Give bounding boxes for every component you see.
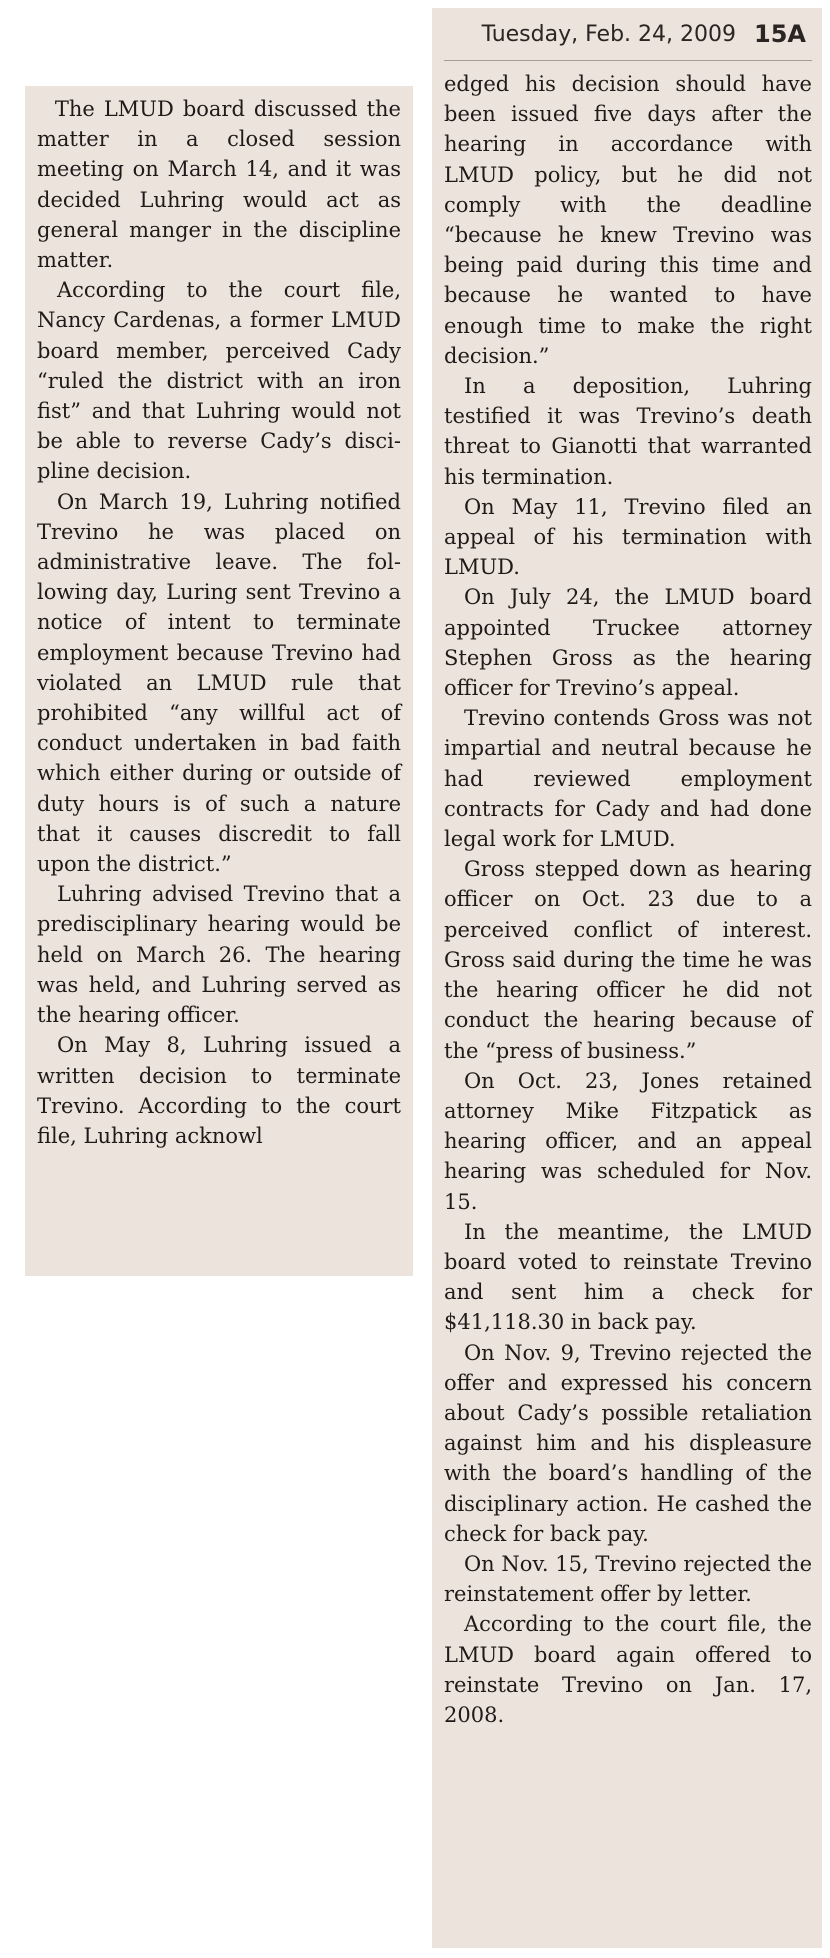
paragraph-written-decision: On May 8, Luhring issued a written decision to terminate Trevino. According to the court file, Luhring acknowl [37,1033,401,1148]
page-number: 15A [754,20,806,48]
publication-date: Tuesday, Feb. 24, 2009 [481,21,737,47]
paragraph-fitzpatick: On Oct. 23, Jones retained attorney Mike Fitzpatick as hearing officer, and an appeal hearing was scheduled for Nov. 15. [444,1068,812,1214]
paragraph-predisciplinary-hearing: Luhring advised Trevino that a predisciplinary hearing would be held on March 26. The hearing was held, and Luhring served as the hearing officer. [37,882,401,1028]
paragraph-second-offer: According to the court file, the LMUD board again offered to reinstate Trevino on Jan. 17, 2008. [444,1612,812,1727]
paragraph-letter-rejection: On Nov. 15, Trevino rejected the reinstatement offer by letter. [444,1551,812,1607]
paragraph-administrative-leave: On March 19, Luhring notified Trevino he was placed on administrative leave. The following day, Luring sent Trevino a notice of intent to terminate employment because Trevino had violated an LMUD rule that prohibited “any willful act of conduct undertaken in bad faith which either during or outside of duty hours is of such a nature that it causes discredit to fall upon the district.” [37,489,401,877]
paragraph-cardenas: According to the court file, Nancy Cardenas, a former LMUD board member, perceived Cady “ruled the district with an iron fist” and that Luhring would not be able to reverse Cady’s discipline decision. [37,278,401,484]
paragraph-gross-steps-down: Gross stepped down as hearing officer on Oct. 23 due to a perceived conflict of interest. Gross said during the time he was the hearing officer he did not conduct the hearing because of the “press of business.” [444,857,812,1063]
article-column-right [432,8,822,1948]
paragraph-continued-decision: edged his decision should have been issued five days after the hearing in accordance with LMUD policy, but he did not comply with the deadline “because he knew Trevino was being paid during this time and because he wanted to have enough time to make the right decision.” [444,72,812,368]
page-header [444,8,812,60]
paragraph-gross-appointed: On July 24, the LMUD board appointed Truckee attorney Stephen Gross as the hearing officer for Trevino’s appeal. [444,585,812,701]
paragraph-closed-session: The LMUD board discussed the matter in a closed session meeting on March 14, and it was decided Luhring would act as general manger in the discipline matter. [37,97,401,273]
article-column-left [25,86,413,1276]
paragraph-appeal-filed: On May 11, Trevino filed an appeal of his termination with LMUD. [444,494,812,580]
paragraph-deposition: In a deposition, Luhring testified it was Trevino’s death threat to Gianotti that warranted his termination. [444,374,812,489]
paragraph-impartiality: Trevino contends Gross was not impartial and neutral because he had reviewed employment contracts for Cady and had done legal work for LMUD. [444,706,812,852]
header-divider [444,60,812,61]
paragraph-offer-rejected: On Nov. 9, Trevino rejected the offer and expressed his concern about Cady’s possible retaliation against him and his displeasure with the board’s handling of the disciplinary action. He cashed the check for back pay. [444,1340,812,1546]
paragraph-reinstatement-vote: In the meantime, the LMUD board voted to reinstate Trevino and sent him a check for $41,118.30 in back pay. [444,1219,812,1335]
